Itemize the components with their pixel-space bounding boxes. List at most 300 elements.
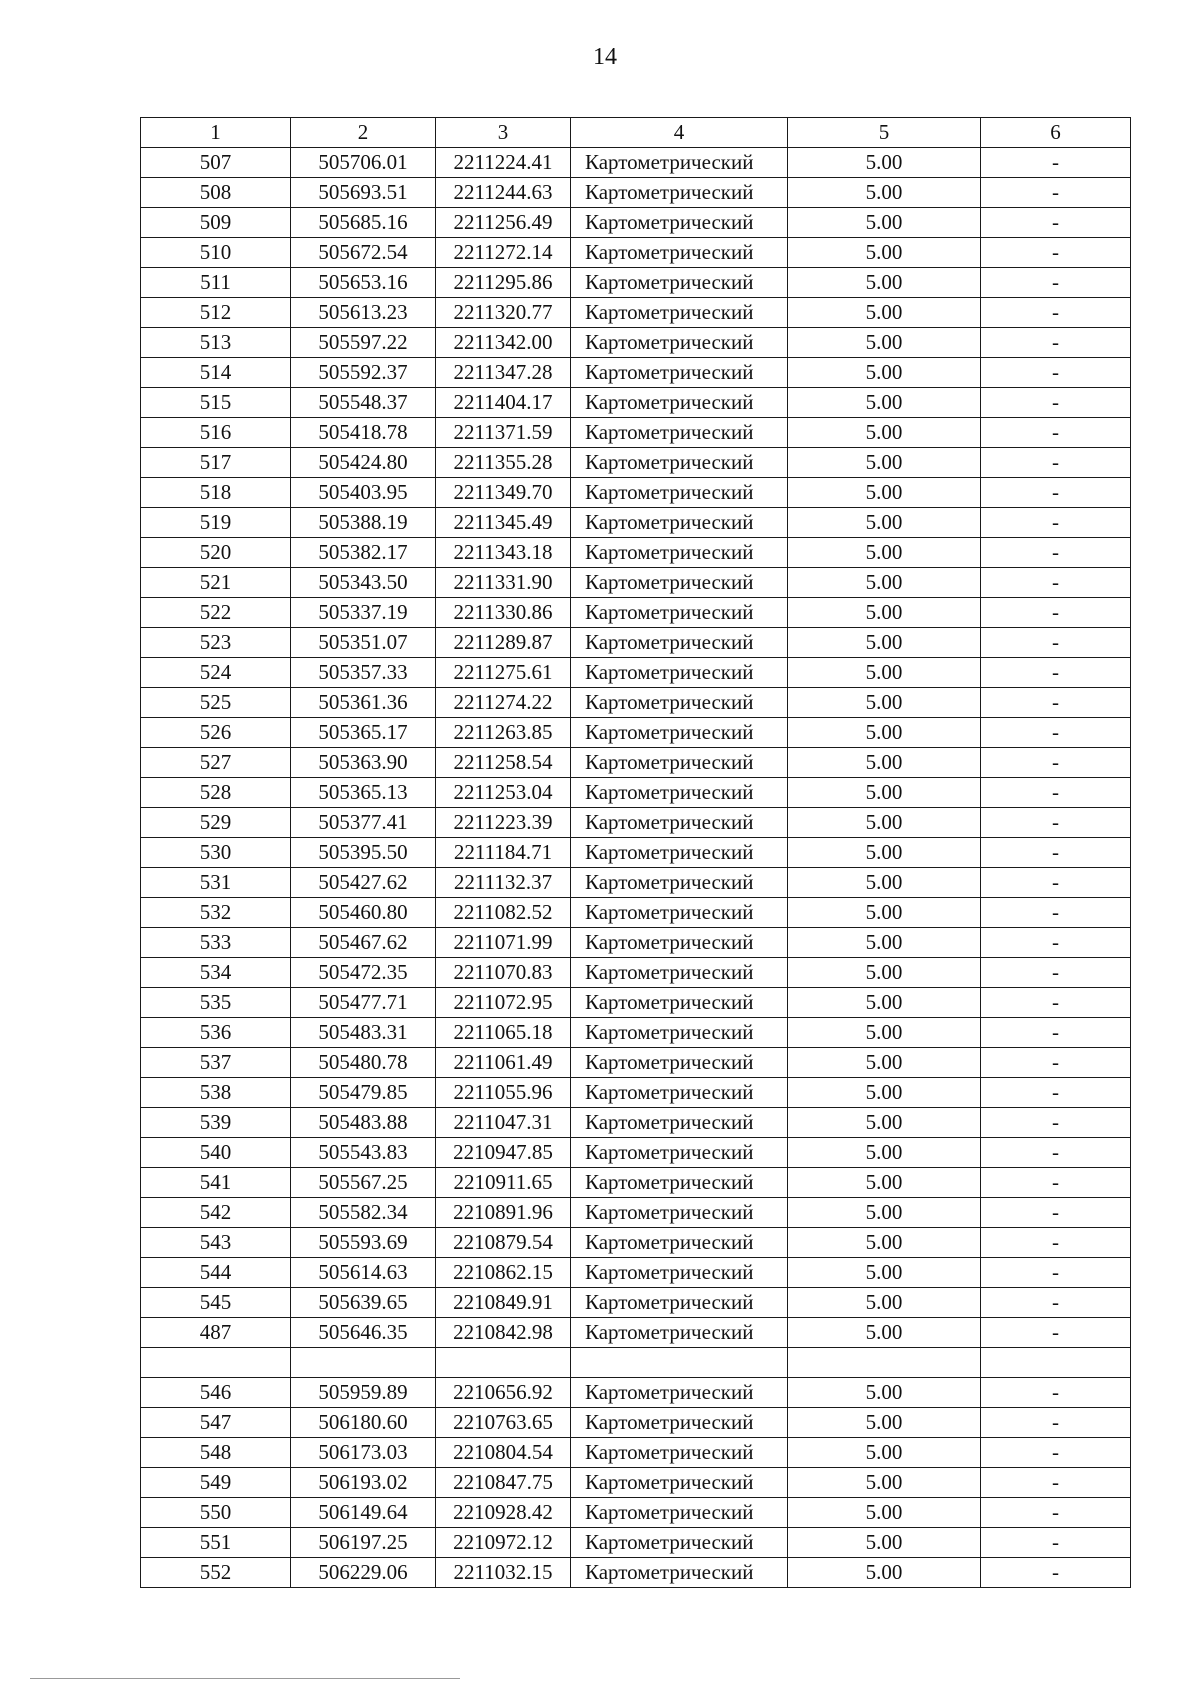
method-cell: Картометрический (571, 718, 788, 748)
accuracy-cell: 5.00 (788, 238, 981, 268)
x-coordinate-cell: 506197.25 (291, 1528, 436, 1558)
method-cell: Картометрический (571, 328, 788, 358)
point-number-cell (141, 1348, 291, 1378)
method-cell: Картометрический (571, 178, 788, 208)
method-cell: Картометрический (571, 778, 788, 808)
method-cell: Картометрический (571, 1048, 788, 1078)
table-row (141, 1438, 1131, 1468)
x-coordinate-cell: 505685.16 (291, 208, 436, 238)
point-number-cell: 508 (141, 178, 291, 208)
method-cell: Картометрический (571, 928, 788, 958)
method-cell: Картометрический (571, 1408, 788, 1438)
x-coordinate-cell: 505639.65 (291, 1288, 436, 1318)
x-coordinate-cell: 505613.23 (291, 298, 436, 328)
description-cell: - (981, 658, 1131, 688)
description-cell (981, 1348, 1131, 1378)
y-coordinate-cell: 2210879.54 (436, 1228, 571, 1258)
accuracy-cell: 5.00 (788, 628, 981, 658)
table-row (141, 718, 1131, 748)
table-row (141, 178, 1131, 208)
description-cell: - (981, 1318, 1131, 1348)
y-coordinate-cell: 2210947.85 (436, 1138, 571, 1168)
accuracy-cell: 5.00 (788, 1168, 981, 1198)
point-number-cell: 543 (141, 1228, 291, 1258)
point-number-cell: 544 (141, 1258, 291, 1288)
y-coordinate-cell (436, 1348, 571, 1378)
x-coordinate-cell: 505424.80 (291, 448, 436, 478)
y-coordinate-cell: 2210928.42 (436, 1498, 571, 1528)
accuracy-cell: 5.00 (788, 1198, 981, 1228)
x-coordinate-cell: 505706.01 (291, 148, 436, 178)
accuracy-cell: 5.00 (788, 1018, 981, 1048)
method-cell: Картометрический (571, 748, 788, 778)
x-coordinate-cell: 505614.63 (291, 1258, 436, 1288)
table-row (141, 1378, 1131, 1408)
y-coordinate-cell: 2211355.28 (436, 448, 571, 478)
method-cell: Картометрический (571, 1198, 788, 1228)
point-number-cell: 509 (141, 208, 291, 238)
description-cell: - (981, 898, 1131, 928)
accuracy-cell: 5.00 (788, 388, 981, 418)
description-cell: - (981, 1288, 1131, 1318)
accuracy-cell: 5.00 (788, 838, 981, 868)
method-cell: Картометрический (571, 478, 788, 508)
accuracy-cell: 5.00 (788, 268, 981, 298)
table-row (141, 448, 1131, 478)
accuracy-cell: 5.00 (788, 538, 981, 568)
method-cell: Картометрический (571, 1318, 788, 1348)
column-header: 1 (141, 118, 291, 148)
accuracy-cell: 5.00 (788, 748, 981, 778)
accuracy-cell: 5.00 (788, 1438, 981, 1468)
y-coordinate-cell: 2210842.98 (436, 1318, 571, 1348)
accuracy-cell: 5.00 (788, 1498, 981, 1528)
x-coordinate-cell: 505403.95 (291, 478, 436, 508)
y-coordinate-cell: 2210847.75 (436, 1468, 571, 1498)
method-cell: Картометрический (571, 508, 788, 538)
accuracy-cell: 5.00 (788, 568, 981, 598)
table-row (141, 628, 1131, 658)
method-cell: Картометрический (571, 1528, 788, 1558)
point-number-cell: 525 (141, 688, 291, 718)
y-coordinate-cell: 2211295.86 (436, 268, 571, 298)
y-coordinate-cell: 2211289.87 (436, 628, 571, 658)
y-coordinate-cell: 2211082.52 (436, 898, 571, 928)
x-coordinate-cell: 505582.34 (291, 1198, 436, 1228)
method-cell: Картометрический (571, 1168, 788, 1198)
description-cell: - (981, 1138, 1131, 1168)
point-number-cell: 530 (141, 838, 291, 868)
description-cell: - (981, 1468, 1131, 1498)
x-coordinate-cell: 505418.78 (291, 418, 436, 448)
method-cell: Картометрический (571, 538, 788, 568)
x-coordinate-cell: 505597.22 (291, 328, 436, 358)
accuracy-cell: 5.00 (788, 808, 981, 838)
method-cell: Картометрический (571, 358, 788, 388)
table-row (141, 778, 1131, 808)
accuracy-cell: 5.00 (788, 688, 981, 718)
description-cell: - (981, 448, 1131, 478)
x-coordinate-cell: 506180.60 (291, 1408, 436, 1438)
table-row (141, 358, 1131, 388)
description-cell: - (981, 1498, 1131, 1528)
table-row (141, 1168, 1131, 1198)
x-coordinate-cell: 505693.51 (291, 178, 436, 208)
x-coordinate-cell: 505460.80 (291, 898, 436, 928)
table-body (141, 148, 1131, 1588)
y-coordinate-cell: 2211032.15 (436, 1558, 571, 1588)
method-cell: Картометрический (571, 838, 788, 868)
table-row (141, 238, 1131, 268)
method-cell: Картометрический (571, 1138, 788, 1168)
y-coordinate-cell: 2210862.15 (436, 1258, 571, 1288)
method-cell: Картометрический (571, 1108, 788, 1138)
method-cell: Картометрический (571, 148, 788, 178)
accuracy-cell: 5.00 (788, 898, 981, 928)
point-number-cell: 534 (141, 958, 291, 988)
description-cell: - (981, 1078, 1131, 1108)
x-coordinate-cell: 505472.35 (291, 958, 436, 988)
table-row (141, 808, 1131, 838)
method-cell: Картометрический (571, 1438, 788, 1468)
y-coordinate-cell: 2211330.86 (436, 598, 571, 628)
description-cell: - (981, 838, 1131, 868)
accuracy-cell: 5.00 (788, 1558, 981, 1588)
method-cell: Картометрический (571, 418, 788, 448)
accuracy-cell: 5.00 (788, 1528, 981, 1558)
x-coordinate-cell: 505548.37 (291, 388, 436, 418)
x-coordinate-cell: 505365.13 (291, 778, 436, 808)
accuracy-cell: 5.00 (788, 868, 981, 898)
accuracy-cell: 5.00 (788, 928, 981, 958)
y-coordinate-cell: 2211349.70 (436, 478, 571, 508)
table-row (141, 1078, 1131, 1108)
x-coordinate-cell: 505959.89 (291, 1378, 436, 1408)
y-coordinate-cell: 2211244.63 (436, 178, 571, 208)
y-coordinate-cell: 2210804.54 (436, 1438, 571, 1468)
table-row (141, 748, 1131, 778)
point-number-cell: 522 (141, 598, 291, 628)
description-cell: - (981, 1198, 1131, 1228)
y-coordinate-cell: 2211345.49 (436, 508, 571, 538)
description-cell: - (981, 388, 1131, 418)
table-row (141, 838, 1131, 868)
y-coordinate-cell: 2211132.37 (436, 868, 571, 898)
y-coordinate-cell: 2211371.59 (436, 418, 571, 448)
accuracy-cell: 5.00 (788, 328, 981, 358)
method-cell: Картометрический (571, 568, 788, 598)
table-row (141, 1228, 1131, 1258)
y-coordinate-cell: 2211404.17 (436, 388, 571, 418)
y-coordinate-cell: 2211272.14 (436, 238, 571, 268)
y-coordinate-cell: 2211331.90 (436, 568, 571, 598)
y-coordinate-cell: 2211070.83 (436, 958, 571, 988)
x-coordinate-cell: 505543.83 (291, 1138, 436, 1168)
y-coordinate-cell: 2211055.96 (436, 1078, 571, 1108)
point-number-cell: 536 (141, 1018, 291, 1048)
y-coordinate-cell: 2210656.92 (436, 1378, 571, 1408)
description-cell: - (981, 868, 1131, 898)
accuracy-cell: 5.00 (788, 1258, 981, 1288)
x-coordinate-cell (291, 1348, 436, 1378)
y-coordinate-cell: 2211263.85 (436, 718, 571, 748)
table-separator-row (141, 1348, 1131, 1378)
point-number-cell: 516 (141, 418, 291, 448)
y-coordinate-cell: 2211224.41 (436, 148, 571, 178)
table-row (141, 1288, 1131, 1318)
point-number-cell: 528 (141, 778, 291, 808)
description-cell: - (981, 748, 1131, 778)
column-header: 4 (571, 118, 788, 148)
accuracy-cell: 5.00 (788, 1138, 981, 1168)
y-coordinate-cell: 2210891.96 (436, 1198, 571, 1228)
method-cell: Картометрический (571, 898, 788, 928)
accuracy-cell: 5.00 (788, 1468, 981, 1498)
x-coordinate-cell: 505480.78 (291, 1048, 436, 1078)
description-cell: - (981, 1408, 1131, 1438)
x-coordinate-cell: 506149.64 (291, 1498, 436, 1528)
table-row (141, 1108, 1131, 1138)
point-number-cell: 520 (141, 538, 291, 568)
method-cell: Картометрический (571, 1558, 788, 1588)
description-cell: - (981, 928, 1131, 958)
x-coordinate-cell: 505357.33 (291, 658, 436, 688)
method-cell: Картометрический (571, 1468, 788, 1498)
table-row (141, 928, 1131, 958)
y-coordinate-cell: 2211071.99 (436, 928, 571, 958)
accuracy-cell: 5.00 (788, 598, 981, 628)
method-cell (571, 1348, 788, 1378)
y-coordinate-cell: 2211347.28 (436, 358, 571, 388)
description-cell: - (981, 268, 1131, 298)
accuracy-cell: 5.00 (788, 478, 981, 508)
point-number-cell: 548 (141, 1438, 291, 1468)
y-coordinate-cell: 2211223.39 (436, 808, 571, 838)
point-number-cell: 549 (141, 1468, 291, 1498)
method-cell: Картометрический (571, 268, 788, 298)
description-cell: - (981, 1168, 1131, 1198)
point-number-cell: 552 (141, 1558, 291, 1588)
table-row (141, 598, 1131, 628)
x-coordinate-cell: 505388.19 (291, 508, 436, 538)
description-cell: - (981, 568, 1131, 598)
table-row (141, 1558, 1131, 1588)
description-cell: - (981, 238, 1131, 268)
table-row (141, 958, 1131, 988)
method-cell: Картометрический (571, 598, 788, 628)
description-cell: - (981, 1438, 1131, 1468)
y-coordinate-cell: 2211253.04 (436, 778, 571, 808)
accuracy-cell: 5.00 (788, 988, 981, 1018)
table-row (141, 268, 1131, 298)
point-number-cell: 519 (141, 508, 291, 538)
point-number-cell: 514 (141, 358, 291, 388)
point-number-cell: 533 (141, 928, 291, 958)
table-row (141, 1318, 1131, 1348)
method-cell: Картометрический (571, 988, 788, 1018)
point-number-cell: 511 (141, 268, 291, 298)
point-number-cell: 517 (141, 448, 291, 478)
table-row (141, 688, 1131, 718)
point-number-cell: 518 (141, 478, 291, 508)
accuracy-cell: 5.00 (788, 298, 981, 328)
accuracy-cell: 5.00 (788, 1288, 981, 1318)
accuracy-cell: 5.00 (788, 358, 981, 388)
page-number: 14 (593, 44, 617, 70)
x-coordinate-cell: 505477.71 (291, 988, 436, 1018)
x-coordinate-cell: 505343.50 (291, 568, 436, 598)
description-cell: - (981, 418, 1131, 448)
description-cell: - (981, 358, 1131, 388)
point-number-cell: 512 (141, 298, 291, 328)
x-coordinate-cell: 505395.50 (291, 838, 436, 868)
table-row (141, 1408, 1131, 1438)
table-row (141, 1048, 1131, 1078)
x-coordinate-cell: 505653.16 (291, 268, 436, 298)
bottom-divider (30, 1678, 460, 1679)
x-coordinate-cell: 505337.19 (291, 598, 436, 628)
x-coordinate-cell: 506173.03 (291, 1438, 436, 1468)
description-cell: - (981, 148, 1131, 178)
y-coordinate-cell: 2211342.00 (436, 328, 571, 358)
point-number-cell: 541 (141, 1168, 291, 1198)
method-cell: Картометрический (571, 1228, 788, 1258)
x-coordinate-cell: 505593.69 (291, 1228, 436, 1258)
method-cell: Картометрический (571, 448, 788, 478)
description-cell: - (981, 958, 1131, 988)
y-coordinate-cell: 2211072.95 (436, 988, 571, 1018)
table-row (141, 1468, 1131, 1498)
y-coordinate-cell: 2211274.22 (436, 688, 571, 718)
accuracy-cell: 5.00 (788, 418, 981, 448)
point-number-cell: 547 (141, 1408, 291, 1438)
table-row (141, 1138, 1131, 1168)
x-coordinate-cell: 505351.07 (291, 628, 436, 658)
method-cell: Картометрический (571, 298, 788, 328)
table-row (141, 868, 1131, 898)
point-number-cell: 531 (141, 868, 291, 898)
table-row (141, 568, 1131, 598)
table-row (141, 658, 1131, 688)
point-number-cell: 529 (141, 808, 291, 838)
accuracy-cell: 5.00 (788, 178, 981, 208)
point-number-cell: 524 (141, 658, 291, 688)
x-coordinate-cell: 505646.35 (291, 1318, 436, 1348)
table-row (141, 478, 1131, 508)
column-header: 6 (981, 118, 1131, 148)
y-coordinate-cell: 2211256.49 (436, 208, 571, 238)
accuracy-cell: 5.00 (788, 1408, 981, 1438)
method-cell: Картометрический (571, 868, 788, 898)
point-number-cell: 487 (141, 1318, 291, 1348)
description-cell: - (981, 538, 1131, 568)
method-cell: Картометрический (571, 208, 788, 238)
point-number-cell: 510 (141, 238, 291, 268)
point-number-cell: 539 (141, 1108, 291, 1138)
table-row (141, 418, 1131, 448)
accuracy-cell: 5.00 (788, 1318, 981, 1348)
x-coordinate-cell: 506193.02 (291, 1468, 436, 1498)
y-coordinate-cell: 2211343.18 (436, 538, 571, 568)
description-cell: - (981, 1378, 1131, 1408)
accuracy-cell: 5.00 (788, 718, 981, 748)
description-cell: - (981, 808, 1131, 838)
point-number-cell: 551 (141, 1528, 291, 1558)
y-coordinate-cell: 2210849.91 (436, 1288, 571, 1318)
table-row (141, 538, 1131, 568)
table-row (141, 208, 1131, 238)
point-number-cell: 526 (141, 718, 291, 748)
description-cell: - (981, 208, 1131, 238)
table-row (141, 298, 1131, 328)
method-cell: Картометрический (571, 658, 788, 688)
table-row (141, 898, 1131, 928)
y-coordinate-cell: 2210763.65 (436, 1408, 571, 1438)
y-coordinate-cell: 2211061.49 (436, 1048, 571, 1078)
method-cell: Картометрический (571, 958, 788, 988)
accuracy-cell: 5.00 (788, 1108, 981, 1138)
x-coordinate-cell: 505592.37 (291, 358, 436, 388)
table-row (141, 1018, 1131, 1048)
description-cell: - (981, 778, 1131, 808)
method-cell: Картометрический (571, 628, 788, 658)
x-coordinate-cell: 505365.17 (291, 718, 436, 748)
method-cell: Картометрический (571, 1288, 788, 1318)
y-coordinate-cell: 2211320.77 (436, 298, 571, 328)
table-row (141, 328, 1131, 358)
point-number-cell: 540 (141, 1138, 291, 1168)
point-number-cell: 546 (141, 1378, 291, 1408)
x-coordinate-cell: 506229.06 (291, 1558, 436, 1588)
table-row (141, 1528, 1131, 1558)
column-header: 3 (436, 118, 571, 148)
description-cell: - (981, 1558, 1131, 1588)
point-number-cell: 538 (141, 1078, 291, 1108)
point-number-cell: 535 (141, 988, 291, 1018)
x-coordinate-cell: 505363.90 (291, 748, 436, 778)
point-number-cell: 513 (141, 328, 291, 358)
description-cell: - (981, 1258, 1131, 1288)
description-cell: - (981, 598, 1131, 628)
description-cell: - (981, 718, 1131, 748)
x-coordinate-cell: 505427.62 (291, 868, 436, 898)
description-cell: - (981, 988, 1131, 1018)
description-cell: - (981, 628, 1131, 658)
y-coordinate-cell: 2211184.71 (436, 838, 571, 868)
point-number-cell: 507 (141, 148, 291, 178)
x-coordinate-cell: 505361.36 (291, 688, 436, 718)
accuracy-cell: 5.00 (788, 778, 981, 808)
x-coordinate-cell: 505672.54 (291, 238, 436, 268)
x-coordinate-cell: 505483.31 (291, 1018, 436, 1048)
table-row (141, 148, 1131, 178)
accuracy-cell: 5.00 (788, 448, 981, 478)
point-number-cell: 532 (141, 898, 291, 928)
accuracy-cell: 5.00 (788, 1228, 981, 1258)
table-row (141, 1198, 1131, 1228)
description-cell: - (981, 688, 1131, 718)
point-number-cell: 537 (141, 1048, 291, 1078)
table-row (141, 1258, 1131, 1288)
description-cell: - (981, 508, 1131, 538)
accuracy-cell: 5.00 (788, 1078, 981, 1108)
table-row (141, 1498, 1131, 1528)
description-cell: - (981, 478, 1131, 508)
table-row (141, 508, 1131, 538)
x-coordinate-cell: 505567.25 (291, 1168, 436, 1198)
method-cell: Картометрический (571, 1018, 788, 1048)
x-coordinate-cell: 505377.41 (291, 808, 436, 838)
